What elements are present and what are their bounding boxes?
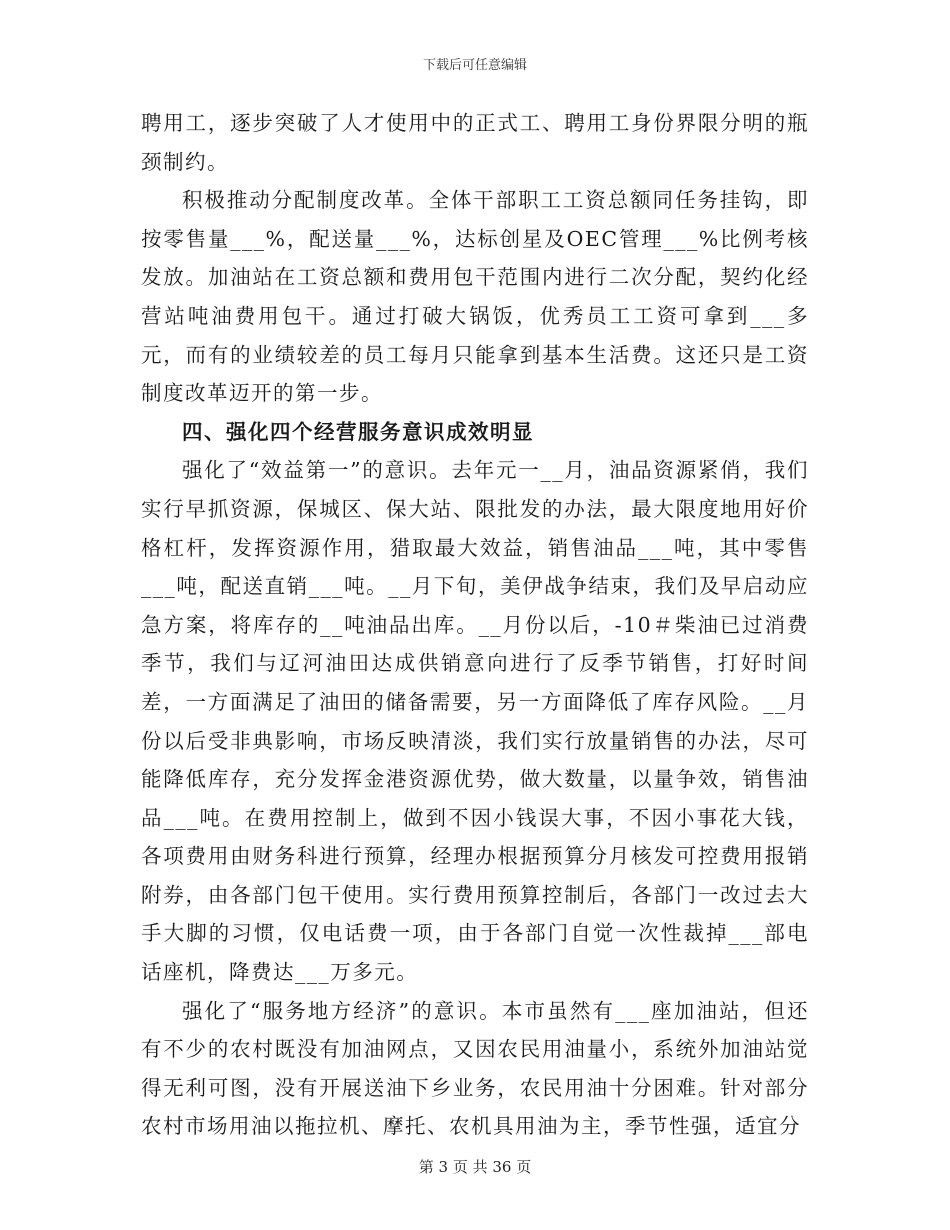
paragraph-benefit-first: 强化了“效益第一”的意识。去年元一__月，油品资源紧俏，我们实行早抓资源，保城区、保大站、限批发的办法，最大限度地用好价格杠杆，发挥资源作用，猎取最大效益，销售油品___吨，其中零售___吨，配送直销___吨。__月下旬，美伊战争结束，我们及早启动应急方案，将库存的__吨油品出库。__月份以后，-10＃柴油已过消费季节，我们与辽河油田达成供销意向进行了反季节销售，打好时间差，一方面满足了油田的储备需要，另一方面降低了库存风险。__月份以后受非典影响，市场反映清淡，我们实行放量销售的办法，尽可能降低库存，充分发挥金港资源优势，做大数量，以量争效，销售油品___吨。在费用控制上，做到不因小钱误大事，不因小事花大钱，各项费用由财务科进行预算，经理办根据预算分月核发可控费用报销附券，由各部门包干使用。实行费用预算控制后，各部门一改过去大手大脚的习惯，仅电话费一项，由于各部门自觉一次性裁掉___部电话座机，降费达___万多元。 [141, 458, 809, 985]
paragraph-serve-local-economy: 强化了“服务地方经济”的意识。本市虽然有___座加油站，但还有不少的农村既没有加油网点，又因农民用油量小，系统外加油站觉得无利可图，没有开展送油下乡业务，农民用油十分困难。针对部分农村市场用油以拖拉机、摩托、农机具用油为主，季节性强，适宜分 [141, 998, 809, 1139]
page-footer-number: 第 3 页 共 36 页 [418, 1158, 532, 1176]
document-body [141, 104, 809, 1146]
section-heading: 四、强化四个经营服务意识成效明显 [182, 419, 534, 444]
paragraph-continued: 聘用工，逐步突破了人才使用中的正式工、聘用工身份界限分明的瓶颈制约。 [141, 111, 809, 174]
page-header-note: 下载后可任意编辑 [422, 58, 527, 73]
paragraph-distribution-reform: 积极推动分配制度改革。全体干部职工工资总额同任务挂钩，即按零售量___%，配送量___%，达标创星及OEC管理___%比例考核发放。加油站在工资总额和费用包干范围内进行二次分配，契约化经营站吨油费用包干。通过打破大锅饭，优秀员工工资可拿到___多元，而有的业绩较差的员工每月只能拿到基本生活费。这还只是工资制度改革迈开的第一步。 [141, 188, 809, 406]
